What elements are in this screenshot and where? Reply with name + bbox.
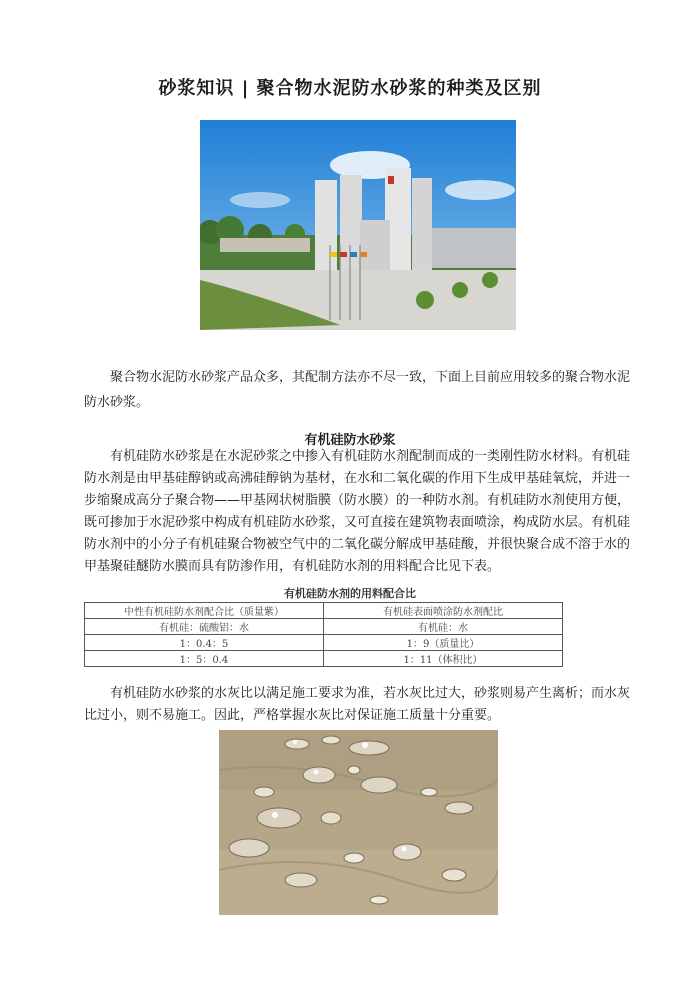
waterproof-surface-photo xyxy=(219,730,498,915)
table-row xyxy=(85,619,563,635)
table-cell: 有机硅：硫酸铝：水 xyxy=(85,619,324,635)
section-heading: 有机硅防水砂浆 xyxy=(304,433,396,448)
table-row xyxy=(85,635,563,651)
table-cell: 1：11（体积比） xyxy=(324,651,563,667)
section-body-paragraph: 有机硅防水砂浆是在水泥砂浆之中掺入有机硅防水剂配制而成的一类刚性防水材料。有机硅防水剂是由甲基硅醇钠或高沸硅醇钠为基材，在水和二氧化碳的作用下生成甲基硅氧烷，并进一步缩聚成高分子聚合物——甲基网状树脂膜（防水膜）的一种防水剂。有机硅防水剂使用方便，既可掺加于水泥砂浆中构成有机硅防水砂浆，又可直接在建筑物表面喷涂，构成防水层。有机硅防水剂中的小分子有机硅聚合物被空气中的二氧化碳分解成甲基硅酸，并很快聚合成不溶于水的甲基聚硅醚防水膜而具有防渗作用，有机硅防水剂的用料配合比见下表。 xyxy=(84,449,631,574)
table-header-cell: 有机硅表面喷涂防水剂配比 xyxy=(324,603,563,619)
mix-ratio-table xyxy=(84,602,563,667)
mortar-plant-photo xyxy=(200,120,516,330)
page-title: 砂浆知识 | 聚合物水泥防水砂浆的种类及区别 xyxy=(158,78,542,99)
table-caption: 有机硅防水剂的用料配合比 xyxy=(284,587,416,600)
table-header-cell: 中性有机硅防水剂配合比（质量紫） xyxy=(85,603,324,619)
table-cell: 1：9（质量比） xyxy=(324,635,563,651)
table-cell: 有机硅：水 xyxy=(324,619,563,635)
table-cell: 1：0.4：5 xyxy=(85,635,324,651)
table-header-row xyxy=(85,603,563,619)
closing-paragraph: 有机硅防水砂浆的水灰比以满足施工要求为准，若水灰比过大，砂浆则易产生离析；而水灰比过小，则不易施工。因此，严格掌握水灰比对保证施工质量十分重要。 xyxy=(84,686,631,723)
table-cell: 1：5：0.4 xyxy=(85,651,324,667)
table-row xyxy=(85,651,563,667)
intro-paragraph: 聚合物水泥防水砂浆产品众多，其配制方法亦不尽一致，下面上目前应用较多的聚合物水泥防水砂浆。 xyxy=(84,370,631,410)
